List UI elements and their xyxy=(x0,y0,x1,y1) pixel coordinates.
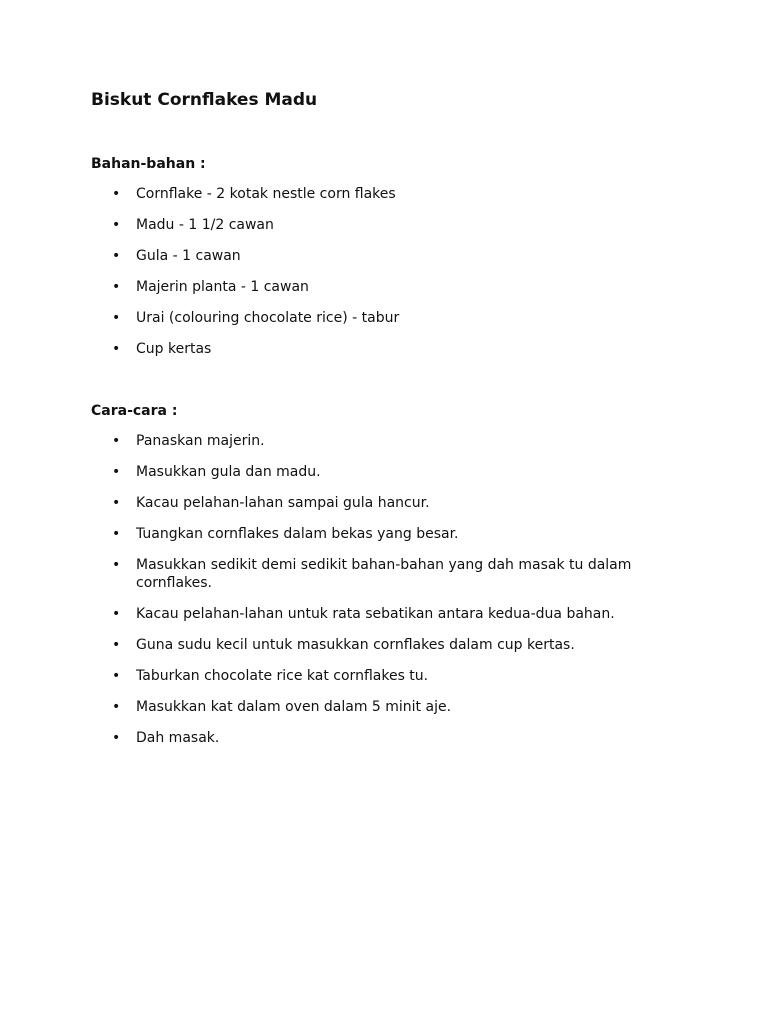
ingredient-text: Cornflake - 2 kotak nestle corn flakes xyxy=(136,186,396,202)
bullet-icon: • xyxy=(112,186,121,202)
ingredients-section xyxy=(91,154,691,358)
step-text: Panaskan majerin. xyxy=(136,433,265,449)
step-text: Masukkan kat dalam oven dalam 5 minit aje. xyxy=(136,699,452,715)
list-item xyxy=(91,698,636,716)
list-item xyxy=(91,340,691,358)
bullet-icon: • xyxy=(112,248,121,264)
list-item xyxy=(91,247,691,265)
step-text: Kacau pelahan-lahan untuk rata sebatikan antara kedua-dua bahan. xyxy=(136,606,615,622)
step-text: Kacau pelahan-lahan sampai gula hancur. xyxy=(136,495,430,511)
list-item xyxy=(91,185,691,203)
step-text: Masukkan gula dan madu. xyxy=(136,464,321,480)
list-item xyxy=(91,636,636,654)
list-item xyxy=(91,556,636,592)
ingredient-text: Majerin planta - 1 cawan xyxy=(136,279,309,295)
list-item xyxy=(91,729,636,747)
ingredients-list xyxy=(91,185,691,358)
document-page xyxy=(91,88,691,760)
bullet-icon: • xyxy=(112,668,121,684)
list-item xyxy=(91,309,691,327)
step-text: Tuangkan cornflakes dalam bekas yang besar. xyxy=(136,526,459,542)
step-text: Dah masak. xyxy=(136,730,220,746)
bullet-icon: • xyxy=(112,341,121,357)
step-text: Taburkan chocolate rice kat cornflakes tu. xyxy=(136,668,429,684)
bullet-icon: • xyxy=(112,526,121,542)
list-item xyxy=(91,278,691,296)
list-item xyxy=(91,494,636,512)
step-text: Masukkan sedikit demi sedikit bahan-bahan yang dah masak tu dalam cornflakes. xyxy=(136,557,632,591)
bullet-icon: • xyxy=(112,279,121,295)
bullet-icon: • xyxy=(112,495,121,511)
bullet-icon: • xyxy=(112,606,121,622)
bullet-icon: • xyxy=(112,637,121,653)
list-item xyxy=(91,605,636,623)
list-item xyxy=(91,667,636,685)
document-title: Biskut Cornflakes Madu xyxy=(91,90,318,110)
ingredient-text: Madu - 1 1/2 cawan xyxy=(136,217,274,233)
steps-heading: Cara-cara : xyxy=(91,403,178,419)
list-item xyxy=(91,216,691,234)
list-item xyxy=(91,463,636,481)
step-text: Guna sudu kecil untuk masukkan cornflakes dalam cup kertas. xyxy=(136,637,575,653)
steps-list xyxy=(91,432,691,747)
ingredient-text: Cup kertas xyxy=(136,341,212,357)
ingredient-text: Gula - 1 cawan xyxy=(136,248,241,264)
ingredients-heading: Bahan-bahan : xyxy=(91,156,206,172)
bullet-icon: • xyxy=(112,557,121,573)
list-item xyxy=(91,525,636,543)
bullet-icon: • xyxy=(112,217,121,233)
bullet-icon: • xyxy=(112,730,121,746)
steps-section xyxy=(91,401,691,747)
bullet-icon: • xyxy=(112,464,121,480)
ingredient-text: Urai (colouring chocolate rice) - tabur xyxy=(136,310,400,326)
bullet-icon: • xyxy=(112,699,121,715)
bullet-icon: • xyxy=(112,310,121,326)
bullet-icon: • xyxy=(112,433,121,449)
list-item xyxy=(91,432,636,450)
